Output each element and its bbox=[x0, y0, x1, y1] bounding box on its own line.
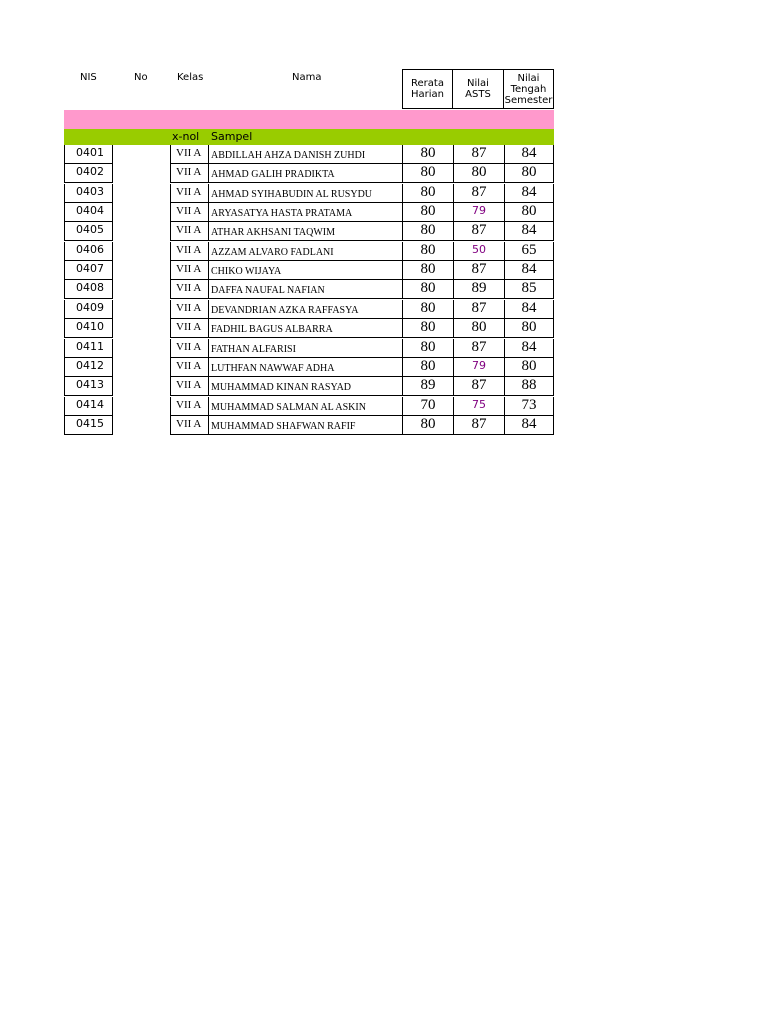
nis-cell: 0413 bbox=[64, 377, 113, 396]
nilai-asts-cell: 87 bbox=[453, 300, 504, 319]
group-kelas: x-nol bbox=[172, 130, 200, 143]
nama-cell: MUHAMMAD SHAFWAN RAFIF bbox=[208, 416, 402, 435]
nilai-asts-cell: 87 bbox=[453, 184, 504, 203]
rerata-harian-cell: 80 bbox=[402, 184, 453, 203]
table-row bbox=[0, 184, 768, 203]
kelas-cell: VII A bbox=[170, 397, 208, 416]
header-nilai-asts bbox=[452, 69, 504, 109]
nis-cell: 0415 bbox=[64, 416, 113, 435]
header-no: No bbox=[134, 72, 148, 83]
kelas-cell: VII A bbox=[170, 377, 208, 396]
table-row bbox=[0, 242, 768, 261]
nilai-asts-cell: 75 bbox=[453, 397, 504, 416]
nilai-tengah-semester-cell: 84 bbox=[504, 261, 554, 280]
kelas-cell: VII A bbox=[170, 222, 208, 241]
nilai-asts-cell: 87 bbox=[453, 145, 504, 164]
nilai-asts-cell: 80 bbox=[453, 319, 504, 338]
nilai-tengah-semester-cell: 88 bbox=[504, 377, 554, 396]
table-row bbox=[0, 145, 768, 164]
nama-cell: ATHAR AKHSANI TAQWIM bbox=[208, 222, 402, 241]
group-nama: Sampel bbox=[211, 130, 253, 143]
header-nts-line3: Semester bbox=[504, 94, 553, 106]
kelas-cell: VII A bbox=[170, 300, 208, 319]
nilai-tengah-semester-cell: 80 bbox=[504, 358, 554, 377]
rerata-harian-cell: 80 bbox=[402, 164, 453, 183]
nilai-tengah-semester-cell: 85 bbox=[504, 280, 554, 299]
rerata-harian-cell: 80 bbox=[402, 416, 453, 435]
nis-cell: 0404 bbox=[64, 203, 113, 222]
table-row bbox=[0, 280, 768, 299]
header-asts-label: Nilai ASTS bbox=[465, 78, 491, 100]
kelas-cell: VII A bbox=[170, 184, 208, 203]
nilai-asts-cell: 87 bbox=[453, 222, 504, 241]
nilai-asts-cell: 79 bbox=[453, 203, 504, 222]
rerata-harian-cell: 89 bbox=[402, 377, 453, 396]
header-nis: NIS bbox=[80, 72, 97, 83]
header-nilai-tengah-semester bbox=[503, 69, 554, 109]
kelas-cell: VII A bbox=[170, 339, 208, 358]
table-row bbox=[0, 164, 768, 183]
rerata-harian-cell: 80 bbox=[402, 145, 453, 164]
nilai-asts-cell: 89 bbox=[453, 280, 504, 299]
rerata-harian-cell: 70 bbox=[402, 397, 453, 416]
table-row bbox=[0, 416, 768, 435]
nilai-asts-cell: 80 bbox=[453, 164, 504, 183]
nilai-tengah-semester-cell: 84 bbox=[504, 145, 554, 164]
nama-cell: DEVANDRIAN AZKA RAFFASYA bbox=[208, 300, 402, 319]
rerata-harian-cell: 80 bbox=[402, 203, 453, 222]
nis-cell: 0412 bbox=[64, 358, 113, 377]
nilai-asts-cell: 87 bbox=[453, 261, 504, 280]
rerata-harian-cell: 80 bbox=[402, 261, 453, 280]
nis-cell: 0408 bbox=[64, 280, 113, 299]
header-kelas: Kelas bbox=[177, 72, 204, 83]
nama-cell: LUTHFAN NAWWAF ADHA bbox=[208, 358, 402, 377]
nilai-tengah-semester-cell: 84 bbox=[504, 222, 554, 241]
header-nama: Nama bbox=[292, 72, 322, 83]
nis-cell: 0402 bbox=[64, 164, 113, 183]
nilai-tengah-semester-cell: 84 bbox=[504, 300, 554, 319]
rerata-harian-cell: 80 bbox=[402, 358, 453, 377]
nis-cell: 0406 bbox=[64, 242, 113, 261]
pink-band bbox=[64, 110, 554, 129]
nilai-tengah-semester-cell: 65 bbox=[504, 242, 554, 261]
rerata-harian-cell: 80 bbox=[402, 300, 453, 319]
nilai-asts-cell: 87 bbox=[453, 416, 504, 435]
kelas-cell: VII A bbox=[170, 164, 208, 183]
kelas-cell: VII A bbox=[170, 416, 208, 435]
nilai-tengah-semester-cell: 80 bbox=[504, 164, 554, 183]
nis-cell: 0405 bbox=[64, 222, 113, 241]
nama-cell: MUHAMMAD KINAN RASYAD bbox=[208, 377, 402, 396]
nis-cell: 0410 bbox=[64, 319, 113, 338]
table-row bbox=[0, 261, 768, 280]
nilai-asts-cell: 50 bbox=[453, 242, 504, 261]
table-row bbox=[0, 358, 768, 377]
table-row bbox=[0, 203, 768, 222]
header-nts-line2: Tengah bbox=[510, 83, 547, 95]
nama-cell: AZZAM ALVARO FADLANI bbox=[208, 242, 402, 261]
nilai-tengah-semester-cell: 80 bbox=[504, 319, 554, 338]
nama-cell: CHIKO WIJAYA bbox=[208, 261, 402, 280]
nis-cell: 0411 bbox=[64, 339, 113, 358]
nilai-tengah-semester-cell: 84 bbox=[504, 184, 554, 203]
header-nts-line1: Nilai bbox=[517, 72, 540, 84]
kelas-cell: VII A bbox=[170, 145, 208, 164]
nilai-tengah-semester-cell: 84 bbox=[504, 416, 554, 435]
nilai-asts-cell: 79 bbox=[453, 358, 504, 377]
nilai-tengah-semester-cell: 73 bbox=[504, 397, 554, 416]
table-row bbox=[0, 397, 768, 416]
rerata-harian-cell: 80 bbox=[402, 280, 453, 299]
nis-cell: 0403 bbox=[64, 184, 113, 203]
nis-cell: 0401 bbox=[64, 145, 113, 164]
nama-cell: AHMAD GALIH PRADIKTA bbox=[208, 164, 402, 183]
kelas-cell: VII A bbox=[170, 319, 208, 338]
nis-cell: 0414 bbox=[64, 397, 113, 416]
nama-cell: FADHIL BAGUS ALBARRA bbox=[208, 319, 402, 338]
rerata-harian-cell: 80 bbox=[402, 222, 453, 241]
header-rerata-line1: Rerata bbox=[411, 78, 444, 89]
nama-cell: FATHAN ALFARISI bbox=[208, 339, 402, 358]
nama-cell: MUHAMMAD SALMAN AL ASKIN bbox=[208, 397, 402, 416]
table-row bbox=[0, 339, 768, 358]
header-rerata-harian bbox=[402, 69, 453, 109]
kelas-cell: VII A bbox=[170, 242, 208, 261]
nama-cell: ARYASATYA HASTA PRATAMA bbox=[208, 203, 402, 222]
nama-cell: ABDILLAH AHZA DANISH ZUHDI bbox=[208, 145, 402, 164]
nilai-asts-cell: 87 bbox=[453, 377, 504, 396]
nama-cell: AHMAD SYIHABUDIN AL RUSYDU bbox=[208, 184, 402, 203]
table-row bbox=[0, 222, 768, 241]
kelas-cell: VII A bbox=[170, 280, 208, 299]
table-row bbox=[0, 300, 768, 319]
rerata-harian-cell: 80 bbox=[402, 242, 453, 261]
nis-cell: 0407 bbox=[64, 261, 113, 280]
nilai-asts-cell: 87 bbox=[453, 339, 504, 358]
header-rerata-line2: Harian bbox=[410, 89, 444, 100]
nilai-tengah-semester-cell: 84 bbox=[504, 339, 554, 358]
table-row bbox=[0, 377, 768, 396]
table-row bbox=[0, 319, 768, 338]
nilai-tengah-semester-cell: 80 bbox=[504, 203, 554, 222]
kelas-cell: VII A bbox=[170, 261, 208, 280]
kelas-cell: VII A bbox=[170, 358, 208, 377]
nis-cell: 0409 bbox=[64, 300, 113, 319]
kelas-cell: VII A bbox=[170, 203, 208, 222]
rerata-harian-cell: 80 bbox=[402, 319, 453, 338]
rerata-harian-cell: 80 bbox=[402, 339, 453, 358]
nama-cell: DAFFA NAUFAL NAFIAN bbox=[208, 280, 402, 299]
group-band bbox=[64, 129, 554, 145]
